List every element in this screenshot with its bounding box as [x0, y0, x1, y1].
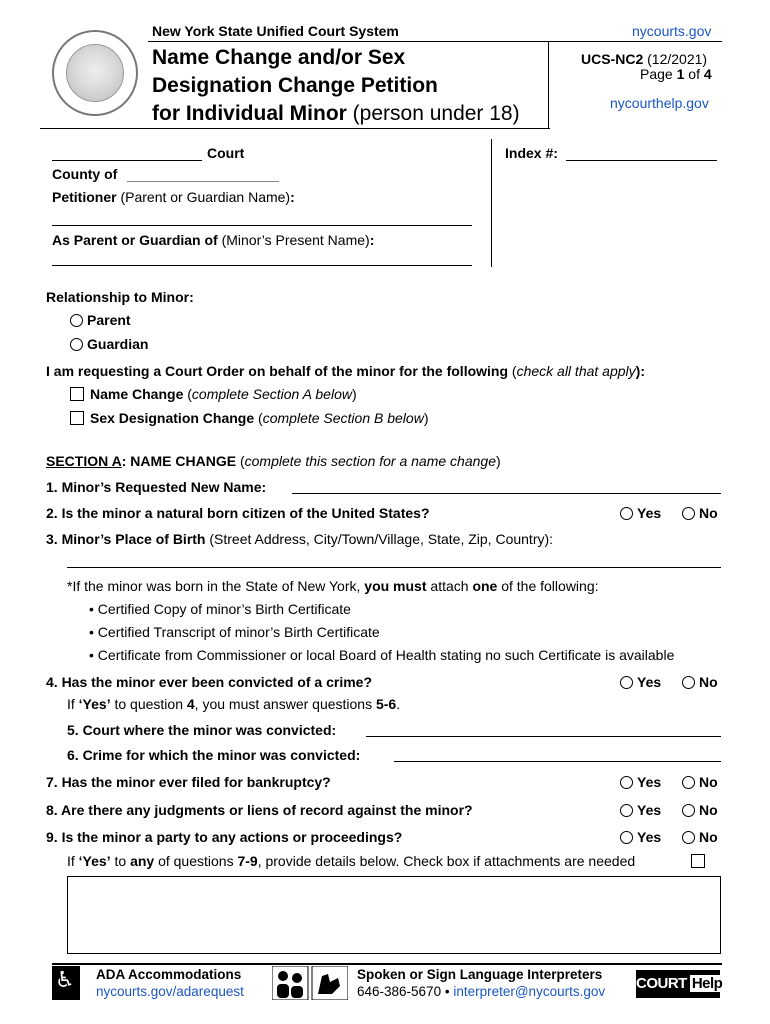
petitioner-label: Petitioner (Parent or Guardian Name):	[52, 189, 295, 205]
relationship-label: Relationship to Minor:	[46, 289, 194, 305]
page-indicator: Page 1 of 4	[640, 66, 712, 82]
title-line-3: for Individual Minor (person under 18)	[152, 102, 520, 125]
name-change-checkbox[interactable]	[70, 387, 84, 401]
q7-no[interactable]: No	[682, 774, 718, 790]
relationship-guardian-option[interactable]: Guardian	[70, 336, 148, 352]
q9-no-radio[interactable]	[682, 831, 695, 844]
q3-label: 3. Minor’s Place of Birth (Street Address, City/Town/Village, State, Zip, Country):	[46, 531, 554, 547]
title-line-1: Name Change and/or Sex	[152, 46, 406, 69]
q9-note: If ‘Yes’ to any of questions 7-9, provide details below. Check box if attachments are needed	[67, 853, 636, 869]
q8-yes[interactable]: Yes	[620, 802, 661, 818]
q4-no-radio[interactable]	[682, 676, 695, 689]
ny-birth-note: *If the minor was born in the State of New York, you must attach one of the following:	[67, 578, 599, 594]
org-name: New York State Unified Court System	[152, 23, 399, 39]
caption-divider	[491, 139, 492, 267]
q8-no-radio[interactable]	[682, 804, 695, 817]
q9-yes-radio[interactable]	[620, 831, 633, 844]
petitioner-name-field[interactable]	[52, 225, 472, 226]
ada-title: ADA Accommodations	[96, 967, 242, 982]
footer-rule	[52, 963, 722, 965]
guardian-radio[interactable]	[70, 338, 83, 351]
request-label: I am requesting a Court Order on behalf of the minor for the following (check all that apply):	[46, 363, 645, 379]
county-label: County of	[52, 166, 118, 182]
court-help-logo: COURT Help	[636, 970, 720, 998]
q2-yes[interactable]: Yes	[620, 505, 661, 521]
court-name-field[interactable]	[52, 160, 202, 161]
attachments-checkbox[interactable]	[691, 854, 705, 868]
conviction-court-field[interactable]	[366, 736, 721, 737]
q4-no[interactable]: No	[682, 674, 718, 690]
parent-radio[interactable]	[70, 314, 83, 327]
title-line-2: Designation Change Petition	[152, 74, 438, 97]
q2-no-radio[interactable]	[682, 507, 695, 520]
place-of-birth-field[interactable]	[67, 567, 721, 568]
birth-doc-bullet-1: • Certified Copy of minor’s Birth Certificate	[89, 601, 351, 617]
conviction-crime-field[interactable]	[394, 761, 721, 762]
form-code: UCS-NC2 (12/2021)	[581, 51, 708, 67]
q2-no[interactable]: No	[682, 505, 718, 521]
nycourts-link[interactable]: nycourts.gov	[632, 23, 712, 39]
q7-no-radio[interactable]	[682, 776, 695, 789]
sex-designation-option[interactable]: Sex Designation Change (complete Section B below)	[70, 410, 428, 426]
birth-doc-bullet-3: • Certificate from Commissioner or local Board of Health stating no such Certificate is available	[89, 647, 675, 663]
court-label: Court	[207, 145, 245, 161]
q1-label: 1. Minor’s Requested New Name:	[46, 479, 267, 495]
q4-yes[interactable]: Yes	[620, 674, 661, 690]
q8-label: 8. Are there any judgments or liens of record against the minor?	[46, 802, 473, 818]
minor-present-name-field[interactable]	[52, 265, 472, 266]
courthelp-link[interactable]: nycourthelp.gov	[610, 95, 709, 111]
q7-label: 7. Has the minor ever filed for bankruptcy?	[46, 774, 331, 790]
guardian-of-label: As Parent or Guardian of (Minor’s Present Name):	[52, 232, 375, 248]
q9-yes[interactable]: Yes	[620, 829, 661, 845]
section-a-heading: SECTION A: NAME CHANGE (complete this section for a name change)	[46, 453, 501, 469]
court-seal	[52, 30, 138, 116]
county-field[interactable]	[127, 181, 279, 182]
title-bottom-rule	[40, 128, 550, 129]
index-label: Index #:	[505, 145, 558, 161]
q8-yes-radio[interactable]	[620, 804, 633, 817]
q4-yes-radio[interactable]	[620, 676, 633, 689]
q5-label: 5. Court where the minor was convicted:	[67, 722, 337, 738]
details-textarea[interactable]	[67, 876, 721, 954]
q2-label: 2. Is the minor a natural born citizen of the United States?	[46, 505, 430, 521]
interpreter-title: Spoken or Sign Language Interpreters	[357, 967, 603, 982]
q7-yes-radio[interactable]	[620, 776, 633, 789]
q9-label: 9. Is the minor a party to any actions or proceedings?	[46, 829, 403, 845]
q6-label: 6. Crime for which the minor was convicted:	[67, 747, 361, 763]
q4-label: 4. Has the minor ever been convicted of a crime?	[46, 674, 372, 690]
interpreter-email-link[interactable]: interpreter@nycourts.gov	[453, 984, 606, 999]
sex-designation-checkbox[interactable]	[70, 411, 84, 425]
accessibility-icon: ♿	[52, 966, 80, 1000]
header-divider	[548, 41, 549, 129]
ada-link[interactable]: nycourts.gov/adarequest	[96, 984, 244, 999]
q8-no[interactable]: No	[682, 802, 718, 818]
q7-yes[interactable]: Yes	[620, 774, 661, 790]
requested-new-name-field[interactable]	[292, 493, 721, 494]
interpreter-icon	[272, 966, 348, 1000]
q9-no[interactable]: No	[682, 829, 718, 845]
header-rule	[148, 41, 722, 42]
q4-note: If ‘Yes’ to question 4, you must answer questions 5-6.	[67, 696, 401, 712]
index-field[interactable]	[566, 160, 717, 161]
relationship-parent-option[interactable]: Parent	[70, 312, 131, 328]
q2-yes-radio[interactable]	[620, 507, 633, 520]
seal-emblem	[66, 44, 124, 102]
name-change-option[interactable]: Name Change (complete Section A below)	[70, 386, 357, 402]
birth-doc-bullet-2: • Certified Transcript of minor’s Birth Certificate	[89, 624, 380, 640]
interpreter-contact: 646-386-5670 • interpreter@nycourts.gov	[357, 984, 606, 999]
